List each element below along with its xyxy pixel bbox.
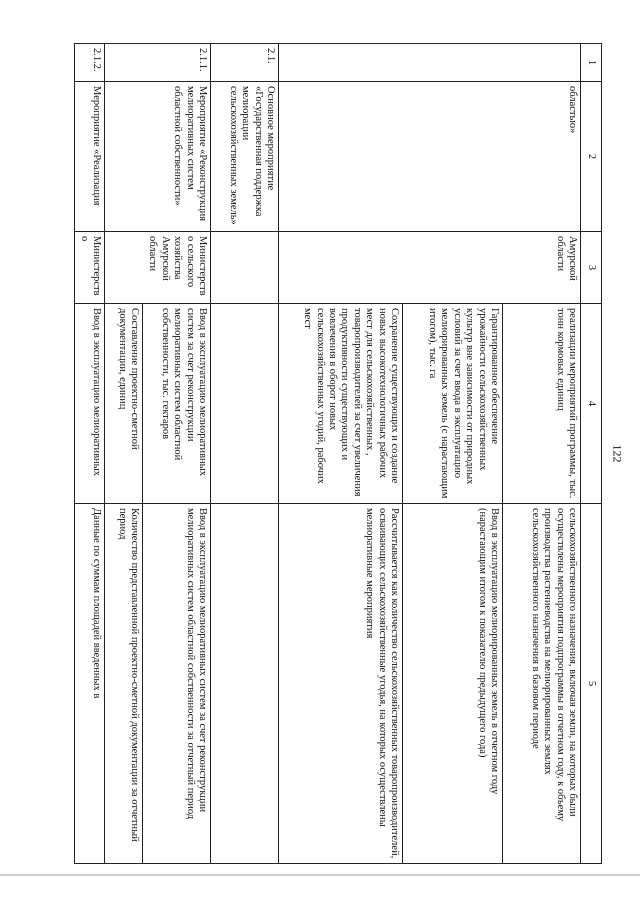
row-method: Данные по суммам площадей введенных в (75, 504, 105, 864)
row-indicator: Ввод в эксплуатацию мелиоративных (75, 304, 105, 504)
row-executor: Министерство (75, 232, 105, 304)
table-row (211, 44, 279, 864)
row-method: Ввод в эксплуатацию мелиоративных систем за счет реконструкции мелиоративных систем областной собственности за отчетный период (143, 504, 211, 864)
row-executor: Министерство сельского хозяйства Амурской области (105, 232, 211, 304)
row-method: Рассчитывается как количество сельскохозяйственных товаропроизводителей, осваивающих сельскохозяйственные угодья, на которых осуществлены мелиоративные мероприятия (279, 504, 403, 864)
row-executor (211, 232, 279, 304)
row-indicator: Сохранение существующих и создание новых высокотехнологичных рабочих мест для сельскохозяйственных , товаропроизводителей за счет увеличения продуктивности существующих и вовлечения в оборот новых сельскохозяйственных угодий, рабочих мест (279, 304, 403, 504)
header-col-3: 3 (581, 232, 602, 304)
row-number: 2.1. (211, 44, 279, 82)
header-col-1: 1 (581, 44, 602, 82)
table-row (143, 44, 211, 864)
table-row (503, 44, 581, 864)
row-method: Ввод в эксплуатацию мелиорированных земель в отчетном году (нарастающим итогом к показателю предыдущего года) (403, 504, 503, 864)
header-col-2: 2 (581, 82, 602, 232)
row-method: Количество представленной проектно-сметной документации за отчетный период (105, 504, 143, 864)
row-indicator (211, 304, 279, 504)
page-number: 122 (610, 444, 625, 463)
row-name: Мероприятие «Реализация (75, 82, 105, 232)
row-indicator: реализации мероприятий программы, тыс. тонн кормовых единиц (503, 304, 581, 504)
row-number: 2.1.2. (75, 44, 105, 82)
row-number (279, 44, 581, 82)
table-row (75, 44, 105, 864)
row-indicator: Гарантированное обеспечение урожайности сельскохозяйственных культур вне зависимости от природных условий за счет ввода в эксплуатацию мелиорированных земель (с нарастающим итогом), тыс. га (403, 304, 503, 504)
row-executor: Амурской области (279, 232, 581, 304)
table-header-row (581, 44, 602, 864)
row-name: областью» (279, 82, 581, 232)
program-table (74, 43, 602, 864)
header-col-5: 5 (581, 504, 602, 864)
rotated-content (42, 43, 602, 863)
rotated-page (42, 43, 602, 863)
row-name: Мероприятие «Реконструкция мелиоративных систем областной собственности» (105, 82, 211, 232)
row-number: 2.1.1. (105, 44, 211, 82)
row-method: сельскохозяйственного назначения, включая земли, на которых были осуществлены мероприятия подпрограммы в отчетном году, к объему производства растениеводства на мелиорированных землях сельскохозяйственного назначения в базовом периоде (503, 504, 581, 864)
row-method (211, 504, 279, 864)
scan-edge-line (0, 874, 640, 876)
row-indicator: Ввод в эксплуатацию мелиоративных систем за счет реконструкции мелиоративных систем областной собственности, тыс. гектаров (143, 304, 211, 504)
header-col-4: 4 (581, 304, 602, 504)
row-indicator: Составление проектно-сметной документации, единиц (105, 304, 143, 504)
row-name: Основное мероприятие «Государственная поддержка мелиорации сельскохозяйственных земель» (211, 82, 279, 232)
